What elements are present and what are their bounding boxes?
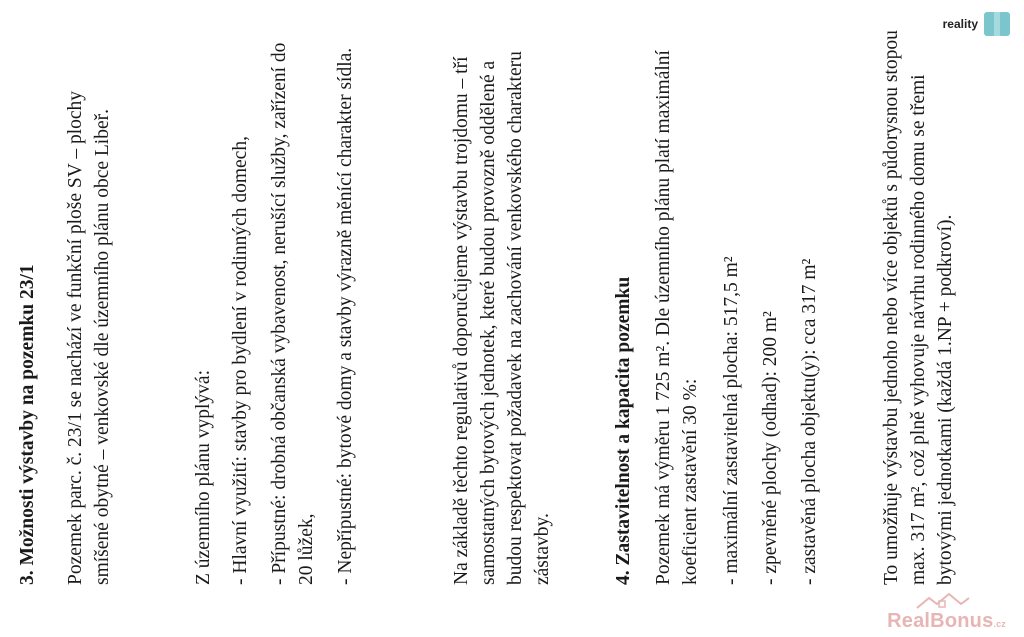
- plan-item-permitted: - Přípustné: drobná občanská vybavenost, nerušící služby, zařízení do 20 lůžek,: [269, 42, 317, 585]
- capacity-item-max: - maximální zastavitelná plocha: 517,5 m²: [721, 256, 742, 585]
- recommendation-block: [448, 25, 556, 585]
- realbonus-watermark: [887, 610, 1006, 633]
- capacity-item-paved: - zpevněné plochy (odhad): 200 m²: [760, 311, 781, 585]
- watermark-text: RealBonus: [887, 610, 994, 632]
- brand-label: reality: [942, 17, 978, 31]
- section-3: [14, 25, 41, 585]
- section-3-intro: Pozemek parc. č. 23/1 se nachází ve funkční ploše SV – plochy smíšené obytné – venkovské dle územního plánu obce Libeř.: [65, 90, 113, 585]
- plan-block: [190, 25, 359, 585]
- plan-intro: Z územního plánu vyplývá:: [193, 370, 214, 585]
- section-4-heading: 4. Zastavitelnost a kapacita pozemku: [613, 276, 634, 585]
- section-4-intro: Pozemek má výměru 1 725 m². Dle územního plánu platí maximální koeficient zastavění 30 %:: [653, 50, 701, 585]
- conclusion-text: To umožňuje výstavbu jednoho nebo více objektů s půdorysnou stopou max. 317 m², což plně vyhovuje návrhu rodinného domu se třemi bytovými jednotkami (každá 1.NP + podkroví).: [881, 30, 956, 585]
- conclusion-block: [878, 10, 959, 585]
- capacity-block: [650, 25, 823, 585]
- reality-11-logo-icon: [982, 10, 1012, 38]
- brand-logo: [943, 10, 1012, 38]
- recommendation-text: Na základě těchto regulativů doporučujeme výstavbu trojdomu – tří samostatných bytových jednotek, které budou provozně oddělené a budou respektovat požadavek na zachování venkovského charakteru zástavby.: [451, 51, 553, 585]
- watermark-suffix: .cz: [993, 619, 1006, 629]
- plan-item-forbidden: - Nepřípustné: bytové domy a stavby výrazně měnící charakter sídla.: [335, 47, 356, 585]
- house-roof-icon: [915, 592, 971, 616]
- capacity-item-built: - zastavěná plocha objektu(y): cca 317 m²: [799, 258, 820, 585]
- plan-item-main-use: - Hlavní využití: stavby pro bydlení v rodinných domech,: [230, 136, 251, 585]
- section-4: [610, 25, 637, 585]
- section-3-heading: 3. Možnosti výstavby na pozemku 23/1: [17, 264, 38, 585]
- section-3-intro-block: [62, 25, 116, 585]
